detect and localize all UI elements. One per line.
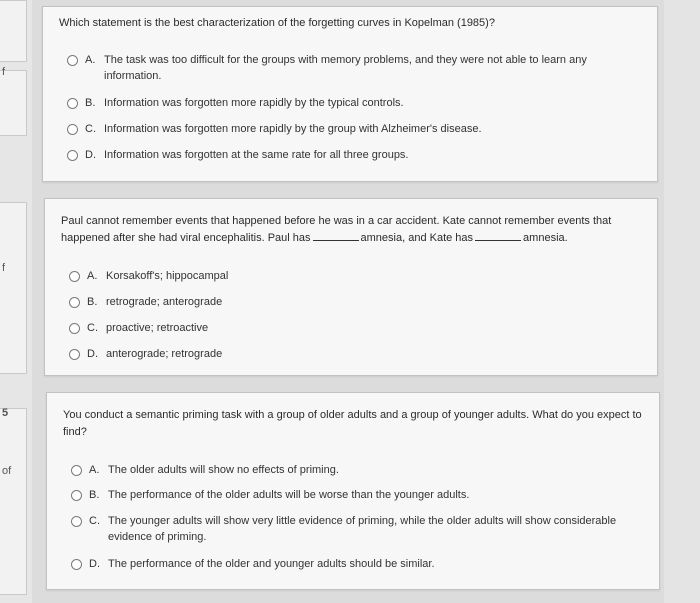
option-text: Information was forgotten more rapidly by the typical controls. [104,97,404,109]
option-d[interactable] [69,346,629,362]
option-letter: B. [87,296,98,308]
question-card-2 [44,198,658,376]
radio-button[interactable] [67,150,78,161]
option-c[interactable] [71,513,631,545]
option-c[interactable] [67,121,639,137]
radio-button[interactable] [71,559,82,570]
option-b[interactable] [69,294,629,310]
radio-button[interactable] [69,349,80,360]
option-text: Information was forgotten more rapidly by the group with Alzheimer's disease. [104,123,482,135]
option-letter: D. [85,149,96,161]
radio-button[interactable] [71,490,82,501]
question-card-1 [42,6,658,182]
option-text: The performance of the older and younger adults should be similar. [108,558,435,570]
option-text: Information was forgotten at the same rate for all three groups. [104,149,409,161]
option-letter: B. [89,489,100,501]
option-letter: C. [87,322,98,334]
left-panel-box [0,0,27,62]
option-b[interactable] [67,95,639,111]
option-letter: A. [89,464,100,476]
radio-button[interactable] [69,323,80,334]
left-panel-box [0,202,27,374]
option-a[interactable] [67,52,639,84]
radio-button[interactable] [69,271,80,282]
option-b[interactable] [71,487,631,503]
option-letter: C. [89,515,100,527]
left-fragment: f [2,66,6,78]
option-letter: A. [85,54,96,66]
option-d[interactable] [71,556,631,572]
left-fragment: 5 [2,407,9,419]
option-text: The task was too difficult for the groups with memory problems, and they were not able to learn any information. [104,54,587,82]
radio-button[interactable] [69,297,80,308]
left-fragment: of [2,465,12,477]
option-d[interactable] [67,147,639,163]
radio-button[interactable] [71,465,82,476]
question-text: You conduct a semantic priming task with a group of older adults and a group of younger adults. What do you expect to find? [63,409,642,438]
radio-button[interactable] [67,98,78,109]
question-text: Which statement is the best characterization of the forgetting curves in Kopelman (1985)? [59,17,495,29]
option-a[interactable] [69,268,629,284]
option-text: The performance of the older adults will be worse than the younger adults. [108,489,470,501]
left-fragment: f [2,262,6,274]
option-letter: B. [85,97,96,109]
option-letter: A. [87,270,98,282]
answer-blank [475,230,521,241]
option-text: The younger adults will show very little evidence of priming, while the older adults will show considerable evidence of priming. [108,515,617,543]
question-text-part: amnesia. [523,232,568,244]
option-text: retrograde; anterograde [106,296,223,308]
option-a[interactable] [71,462,631,478]
option-c[interactable] [69,320,629,336]
radio-button[interactable] [71,516,82,527]
radio-button[interactable] [67,124,78,135]
left-panel-box [0,408,27,595]
right-panel [664,0,700,603]
option-text: anterograde; retrograde [106,348,223,360]
question-text-part: Paul cannot remember events that happened before he was in a car accident. Kate cannot remember events that happened after she had viral encephalitis. Paul has [61,215,612,244]
option-letter: D. [89,558,100,570]
question-text [61,213,647,247]
left-panel-box [0,70,27,136]
option-text: proactive; retroactive [106,322,209,334]
option-text: Korsakoff's; hippocampal [106,270,229,282]
question-text-part: amnesia, and Kate has [360,232,474,244]
option-letter: C. [85,123,96,135]
option-letter: D. [87,348,98,360]
question-card-3 [46,392,660,590]
answer-blank [313,230,359,241]
radio-button[interactable] [67,55,78,66]
option-text: The older adults will show no effects of priming. [108,464,339,476]
